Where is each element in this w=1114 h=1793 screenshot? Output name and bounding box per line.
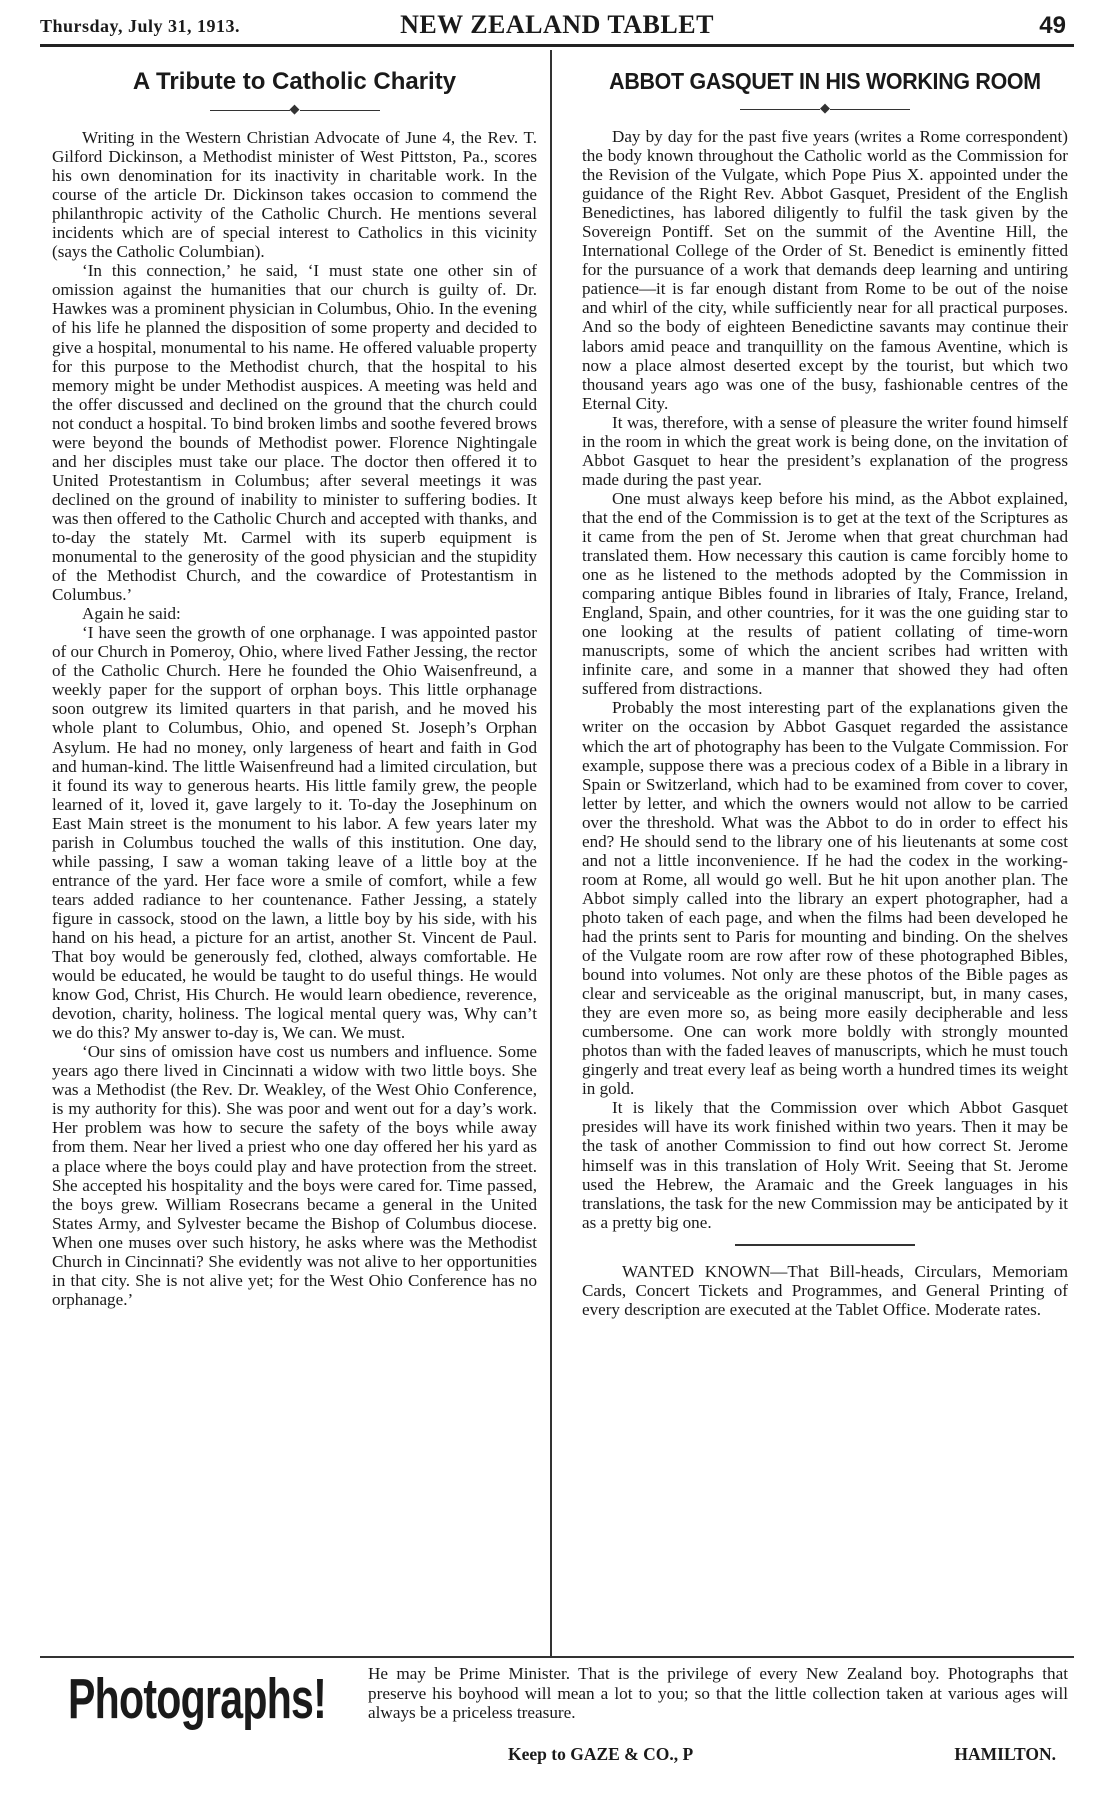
page-number: 49 <box>1039 12 1066 39</box>
left-column <box>52 54 537 1309</box>
advert-text: He may be Prime Minister. That is the privilege of every New Zealand boy. Photographs that preserve his boyhood will mean a lot to you; so that the little collection taken at various ages will always be a priceless treasure. <box>368 1664 1068 1722</box>
photographs-advert <box>50 1662 1080 1782</box>
notice-text: WANTED KNOWN—That Bill-heads, Circulars, Memoriam Cards, Concert Tickets and Programmes, and General Printing of every description are executed at the Tablet Office. Moderate rates. <box>582 1261 1068 1319</box>
right-article-body <box>582 127 1068 1232</box>
left-paragraph: ‘Our sins of omission have cost us numbers and influence. Some years ago there lived in Cincinnati a widow with two little boys. She was a Methodist (the Rev. Dr. Weakley, of the West Ohio Conference, is my authority for this). She was poor and went out for a day’s work. Her problem was how to secure the safety of the boys while away from them. Near her lived a priest who one day offered her his yard as a place where the boys could play and have protection from the street. She accepted his hospitality and the boys were cared for. Time passed, the boys grew. William Rosecrans became a general in the United States Army, and Sylvester became the Bishop of Columbus diocese. When one muses over such history, he asks where was the Methodist Church in Cincinnati? She evidently was not alive to her opportunities in that city. She is not alive yet; for the West Ohio Conference has no orphanage.’ <box>52 1042 537 1309</box>
column-divider <box>550 50 552 1656</box>
masthead-rule <box>40 44 1074 47</box>
left-paragraph: Again he said: <box>82 604 181 624</box>
right-headline-ornament: ◆ <box>582 103 1068 113</box>
advert-headline: Photographs! <box>68 1667 327 1731</box>
newspaper-title: NEW ZEALAND TABLET <box>400 10 714 39</box>
left-paragraph: ‘In this connection,’ he said, ‘I must state one other sin of omission against the humanities that our church is guilty of. Dr. Hawkes was a prominent physician in Columbus, Ohio. In the evening of his life he planned the disposition of some property and decided to give a hospital, monumental to his name. He offered valuable property for this purpose to the Methodist church, that the hospital to his memory might be under Methodist auspices. A meeting was held and the offer discussed and declined on the ground that the church could not conduct a hospital. To bind broken limbs and soothe fevered brows were beyond the bounds of Methodist power. Florence Nightingale and her disciples must take our place. The doctor then offered it to United Protestantism in Columbus; after several meetings it was declined on the ground of inability to minister to suffering bodies. It was then offered to the Catholic Church and accepted with thanks, and to-day the stately Mt. Carmel with its superb equipment is monumental to the generosity of the good physician and the stupidity of the Methodist Church, and the cowardice of Protestantism in Columbus.’ <box>52 261 537 605</box>
left-headline-ornament: ◆ <box>52 104 537 114</box>
right-headline: ABBOT GASQUET IN HIS WORKING ROOM <box>609 68 1041 94</box>
left-paragraph: ‘I have seen the growth of one orphanage. I was appointed pastor of our Church in Pomeroy, Ohio, where lived Father Jessing, the rector of the Catholic Church. Here he founded the Ohio Waisenfreund, a weekly paper for the support of orphan boys. This little orphanage soon outgrew its limited quarters in that parish, and he moved his whole plant to Columbus, Ohio, and opened St. Joseph’s Orphan Asylum. He had no money, only largeness of heart and faith in God and human-kind. The little Waisenfreund had a limited circulation, but it found its way to generous hearts. His little family grew, the people learned of it, loved it, gave largely to it. To-day the Josephinum on East Main street is the monument to his labor. A few years later my parish in Columbus touched the walls of this institution. One day, while passing, I saw a woman taking leave of a little boy at the entrance of the yard. Her face wore a smile of comfort, while a few tears added radiance to her countenance. Father Jessing, a stately figure in cassock, stood on the lawn, a little boy by his side, with his hand on his head, a picture for an artist, another St. Vincent de Paul. That boy would be generously fed, clothed, always comfortable. He would be educated, he would be taught to do useful things. He would know God, Christ, His Church. He would learn obedience, reverence, devotion, charity, holiness. The logical mental query was, Why can’t we do this? My answer to-day is, We can. We must. <box>52 623 538 1043</box>
masthead <box>40 10 1074 40</box>
advert-town: HAMILTON. <box>954 1744 1056 1764</box>
advert-keep-to: Keep to GAZE & CO., P <box>508 1744 694 1764</box>
notice-separator <box>735 1244 915 1246</box>
left-headline: A Tribute to Catholic Charity <box>132 68 457 95</box>
right-paragraph: One must always keep before his mind, as the Abbot explained, that the end of the Commission is to get at the text of the Scriptures as it came from the pen of St. Jerome when that great churchman had translated them. How necessary this caution is came forcibly home to one as he listened to the methods adopted by the Commission in comparing antique Bibles found in libraries of Italy, France, Ireland, England, Spain, and other countries, for it was the one guiding star to one looking at the results of patient collating of time-worn manuscripts, some of which the ancient scribes had written with infinite care, and some in a manner that showed they had often suffered from distractions. <box>582 488 1068 699</box>
right-column <box>582 54 1068 1319</box>
right-paragraph: Probably the most interesting part of the explanations given the writer on the occasion by Abbot Gasquet regarded the assistance which the art of photography has been to the Vulgate Commission. For example, suppose there was a precious codex of a Bible in a library in Spain or Switzerland, which had to be examined from cover to cover, letter by letter, and which the owners would not allow to be carried over the threshold. What was the Abbot to do in order to effect his end? He should send to the library one of his lieutenants at some cost and not a little inconvenience. If he had the codex in the working-room at Rome, all would go well. But he hit upon another plan. The Abbot simply called into the library an expert photographer, had a photo taken of each page, and when the films had been developed he had the prints sent to Paris for mounting and binding. On the shelves of the Vulgate room are row after row of these photographed Bibles, bound into volumes. Not only are these photos of the Bible pages as clear and serviceable as the original manuscript, but, in many cases, they are even more so, as being more easily decipherable and less cumbersome. One can work more boldly with strongly mounted photos than with the faded leaves of manuscripts, which he must touch gingerly and treat every leaf as being worth a hundred times its weight in gold. <box>582 698 1068 1099</box>
left-paragraph: Writing in the Western Christian Advocate of June 4, the Rev. T. Gilford Dickinson, a Methodist minister of West Pittston, Pa., scores his own denomination for its inactivity in charitable work. In the course of the article Dr. Dickinson takes occasion to commend the philanthropic activity of the Catholic Church. He mentions several incidents which are of special interest to Catholics in this vicinity (says the Catholic Columbian). <box>52 128 537 262</box>
right-paragraph: It is likely that the Commission over which Abbot Gasquet presides will have its work finished within two years. Then it may be the task of another Commission to find out how correct St. Jerome himself was in this translation of Holy Writ. Seeing that St. Jerome used the Hebrew, the Aramaic and the Greek languages in his translations, the task for the new Commission may be anticipated by it as a pretty big one. <box>582 1098 1068 1232</box>
left-article-body <box>52 128 537 1309</box>
wanted-known-notice <box>582 1262 1068 1319</box>
right-paragraph: It was, therefore, with a sense of pleasure the writer found himself in the room in which the great work is being done, on the invitation of Abbot Gasquet to hear the president’s explanation of the progress made during the past year. <box>582 412 1068 489</box>
advert-rule <box>40 1656 1074 1658</box>
right-paragraph: Day by day for the past five years (writes a Rome correspondent) the body known throughout the Catholic world as the Commission for the Revision of the Vulgate, which Pope Pius X. appointed under the guidance of the Right Rev. Abbot Gasquet, President of the English Benedictines, has labored diligently to fulfil the task given by the Sovereign Pontiff. Set on the summit of the Aventine Hill, the International College of the Order of St. Benedict is eminently fitted for the pursuance of a work that demands deep learning and untiring patience—it is far enough distant from Rome to be out of the noise and whirl of the city, while sufficiently near for all practical purposes. And so the body of eighteen Benedictine savants may continue their labors amid peace and tranquillity on the famous Aventine, which is now a place almost deserted except by the tourist, but which two thousand years ago was one of the busy, fashionable centres of the Eternal City. <box>582 127 1068 413</box>
issue-date: Thursday, July 31, 1913. <box>40 16 241 36</box>
